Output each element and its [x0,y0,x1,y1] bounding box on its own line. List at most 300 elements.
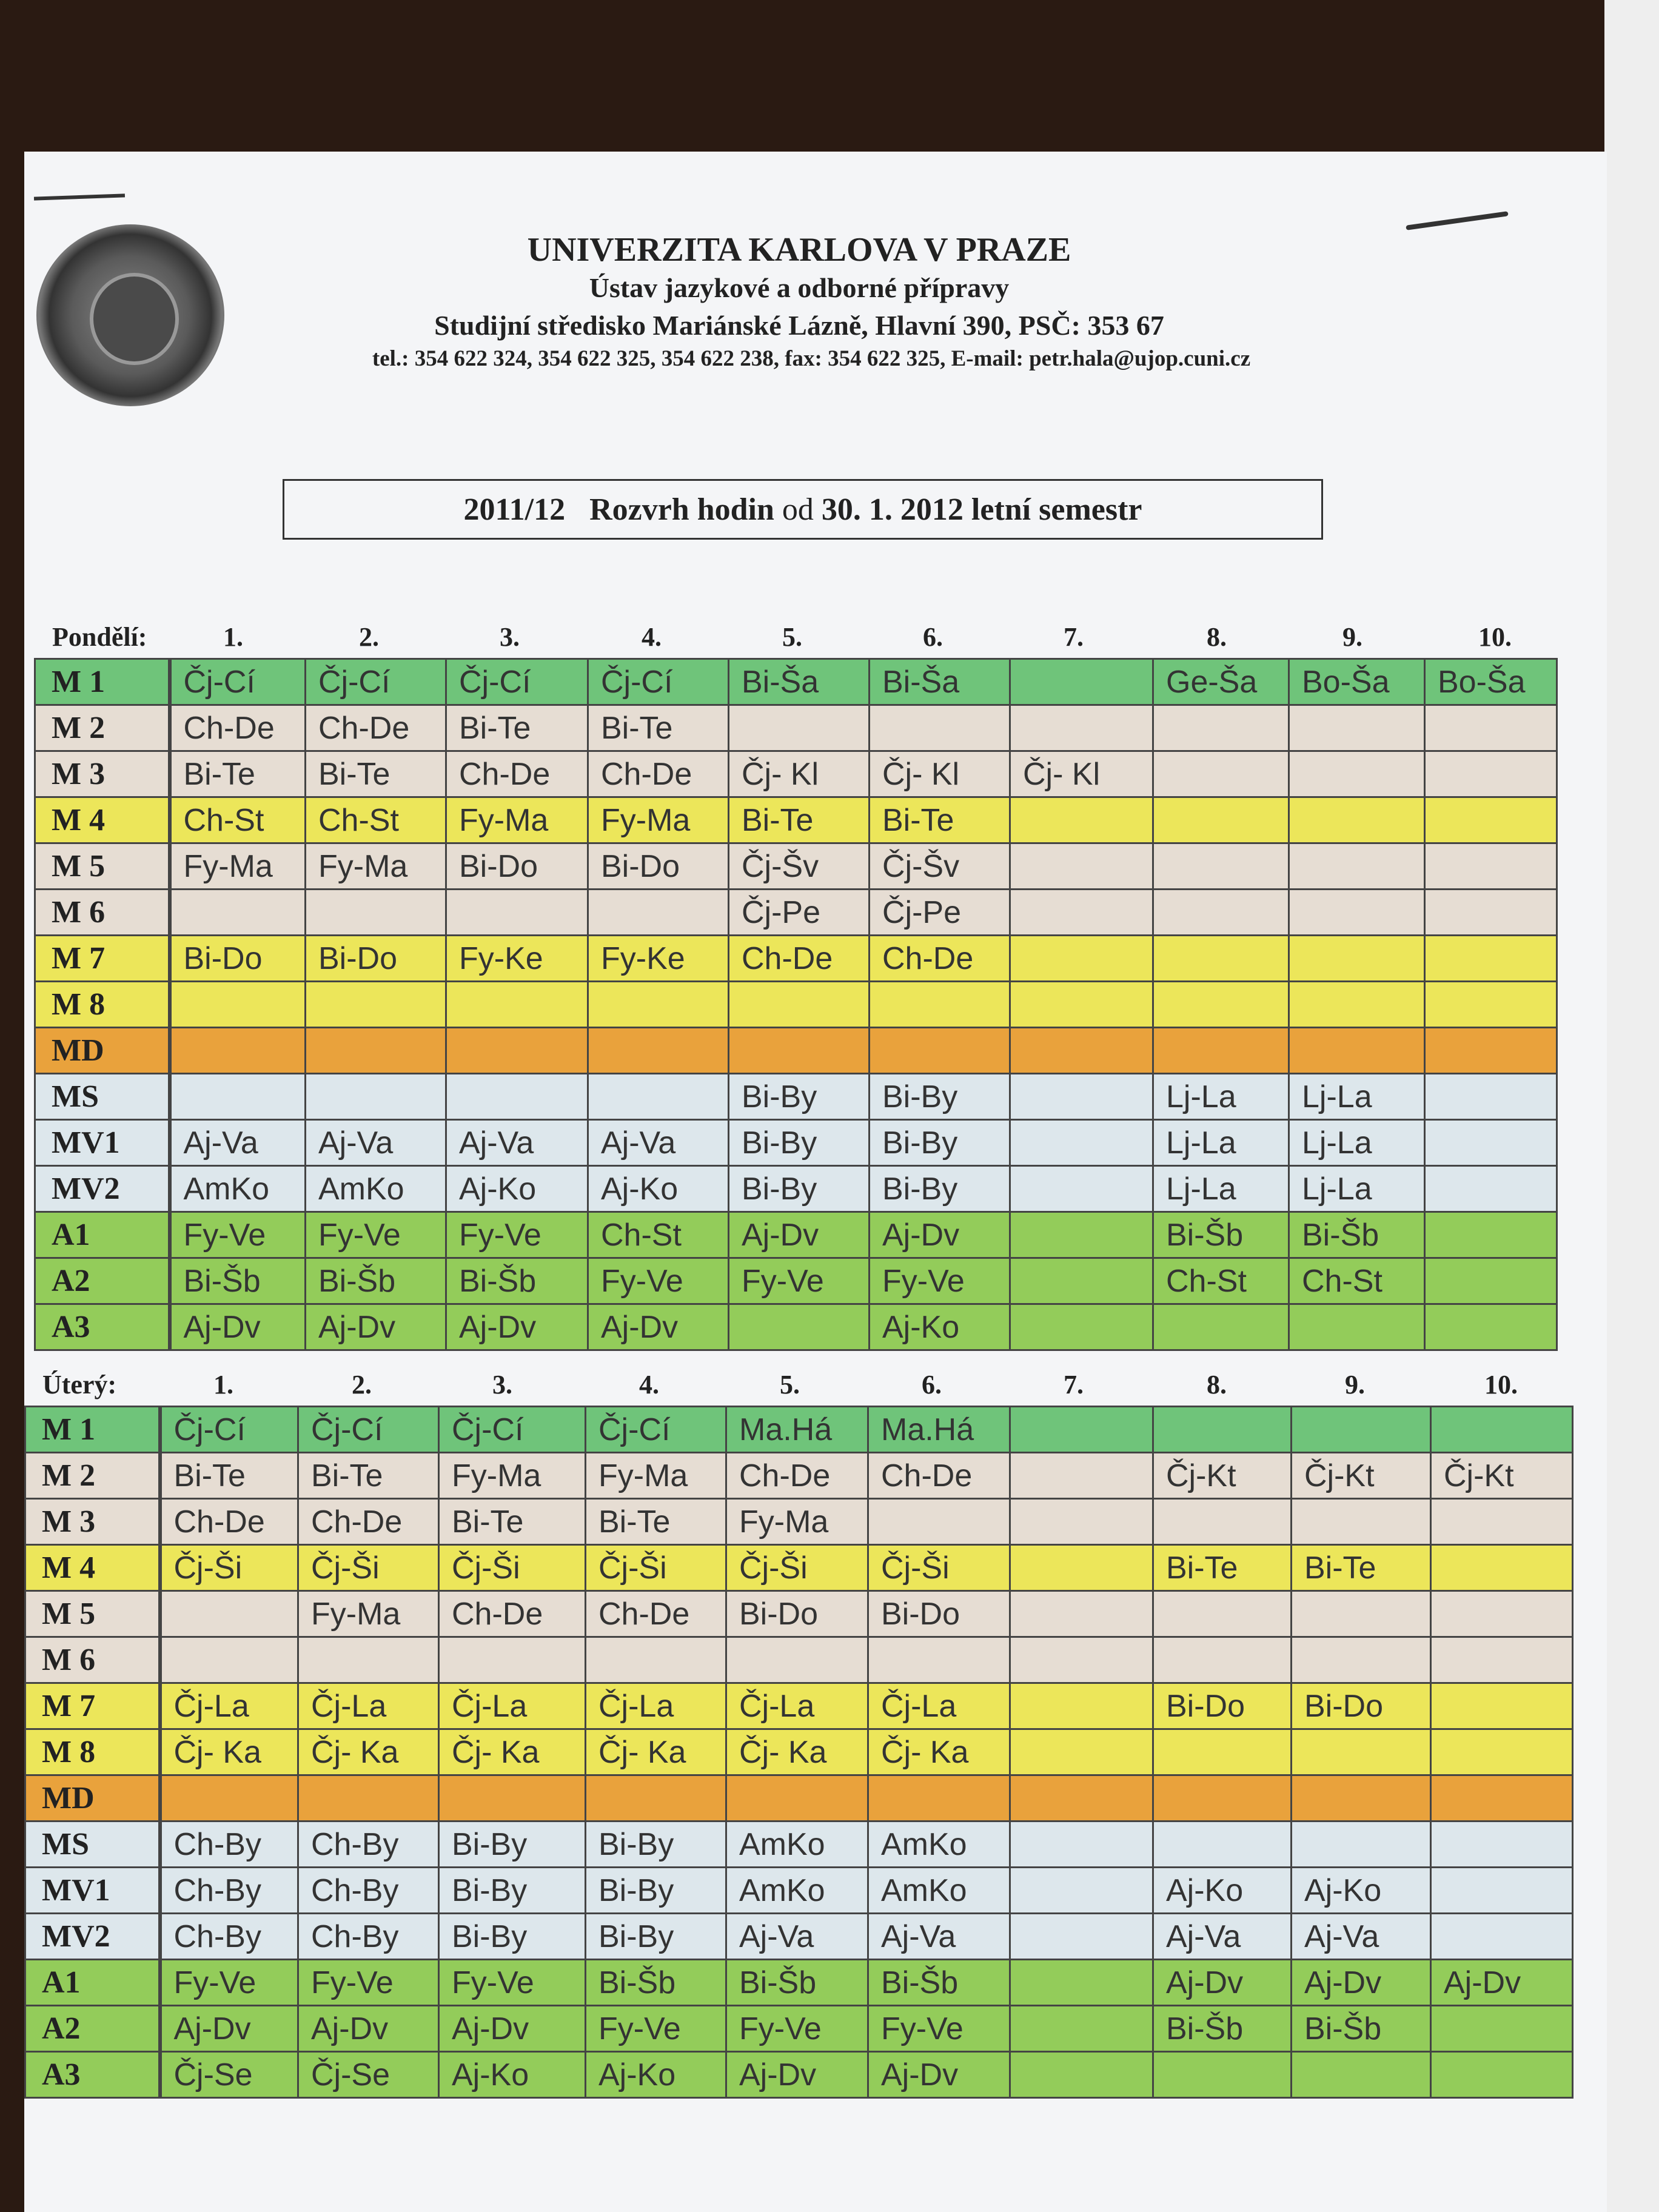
lesson-cell: Bi-By [729,1166,870,1212]
from-word: od [782,492,814,527]
lesson-cell [170,1028,306,1074]
lesson-cell: Ch-By [160,1822,298,1868]
class-row [25,1868,1573,1914]
class-label: M 1 [35,659,170,705]
lesson-cell [1010,1868,1153,1914]
lesson-cell: Ch-St [306,797,446,843]
lesson-cell [1010,1028,1153,1074]
class-label: M 3 [35,751,170,797]
lesson-cell [1292,1637,1431,1683]
class-row [25,1453,1573,1499]
day-name: Úterý: [42,1370,117,1399]
lesson-cell: Aj-Dv [1431,1960,1573,2006]
class-label: M 2 [35,705,170,751]
class-row [25,1637,1573,1683]
lesson-cell [870,705,1010,751]
class-label: M 8 [25,1729,160,1775]
lesson-cell [1289,843,1425,890]
lesson-cell [1289,982,1425,1028]
lesson-cell: Fy-Ma [726,1499,868,1545]
lesson-cell: Fy-Ve [588,1258,729,1304]
lesson-cell [1153,843,1289,890]
lesson-cell: Aj-Va [170,1120,306,1166]
lesson-cell [868,1637,1010,1683]
lesson-cell: Ch-St [588,1212,729,1258]
schedule-label: Rozvrh hodin [589,492,774,527]
lesson-cell: Čj- Ka [868,1729,1010,1775]
lesson-cell [1010,1637,1153,1683]
lesson-cell [1010,1212,1153,1258]
lesson-cell: Aj-Ko [446,1166,588,1212]
class-label: A1 [25,1960,160,2006]
lesson-cell: Ch-By [298,1822,439,1868]
lesson-cell [588,1028,729,1074]
lesson-cell: Bi-Do [170,936,306,982]
lesson-cell [446,890,588,936]
lesson-cell [1292,1499,1431,1545]
lesson-cell: Čj-Cí [586,1407,726,1453]
lesson-cell [1010,843,1153,890]
class-label: MV2 [35,1166,170,1212]
lesson-cell: Aj-Dv [298,2006,439,2052]
lesson-cell: Aj-Dv [1292,1960,1431,2006]
lesson-cell: Aj-Va [726,1914,868,1960]
lesson-cell: Bi-Te [170,751,306,797]
class-row [35,1258,1557,1304]
lesson-cell [1010,1822,1153,1868]
lesson-cell [1153,1304,1289,1350]
lesson-cell: Aj-Va [306,1120,446,1166]
lesson-cell: Bi-By [439,1868,586,1914]
period-number: 7. [1064,1370,1084,1399]
lesson-cell [1010,1407,1153,1453]
lesson-cell [1010,1074,1153,1120]
lesson-cell: Aj-Ko [1292,1868,1431,1914]
lesson-cell [1010,1453,1153,1499]
lesson-cell [439,1637,586,1683]
period-number: 1. [223,622,243,652]
lesson-cell: Aj-Ko [588,1166,729,1212]
lesson-cell [1425,936,1557,982]
lesson-cell [1431,1775,1573,1822]
lesson-cell [1289,1304,1425,1350]
lesson-cell [1425,1304,1557,1350]
class-row [35,1074,1557,1120]
lesson-cell [1153,1591,1292,1637]
lesson-cell [446,982,588,1028]
lesson-cell: Fy-Ve [586,2006,726,2052]
lesson-cell: Bi-Do [868,1591,1010,1637]
lesson-cell: Čj-Kt [1153,1453,1292,1499]
lesson-cell: Fy-Ma [298,1591,439,1637]
lesson-cell: AmKo [726,1822,868,1868]
lesson-cell [1153,936,1289,982]
class-row [25,1683,1573,1729]
lesson-cell: Čj-Pe [870,890,1010,936]
lesson-cell: Bi-Te [160,1453,298,1499]
lesson-cell: Ch-De [870,936,1010,982]
lesson-cell [870,982,1010,1028]
lesson-cell [1431,1868,1573,1914]
lesson-cell: Čj- Ka [439,1729,586,1775]
period-number: 8. [1207,622,1227,652]
lesson-cell: Bi-By [870,1120,1010,1166]
lesson-cell [1010,659,1153,705]
lesson-cell: Čj-Cí [298,1407,439,1453]
class-row [25,1775,1573,1822]
class-label: M 3 [25,1499,160,1545]
lesson-cell [170,982,306,1028]
lesson-cell: Ma.Há [726,1407,868,1453]
lesson-cell: Čj-Cí [170,659,306,705]
lesson-cell [1431,1729,1573,1775]
lesson-cell [446,1074,588,1120]
lesson-cell: Bi-Te [1153,1545,1292,1591]
lesson-cell: Aj-Va [1153,1914,1292,1960]
lesson-cell: Fy-Ke [588,936,729,982]
lesson-cell [726,1775,868,1822]
lesson-cell: Čj- Ka [726,1729,868,1775]
lesson-cell [1010,1304,1153,1350]
lesson-cell: Čj- Ka [298,1729,439,1775]
lesson-cell: Čj- Kl [1010,751,1153,797]
lesson-cell [729,982,870,1028]
institute-name: Ústav jazykové a odborné přípravy [589,272,1010,303]
lesson-cell: Ch-De [588,751,729,797]
lesson-cell [1010,797,1153,843]
lesson-cell [170,1074,306,1120]
lesson-cell [729,705,870,751]
lesson-cell: Čj-La [298,1683,439,1729]
period-number: 4. [642,622,662,652]
lesson-cell [588,890,729,936]
lesson-cell: Aj-Va [868,1914,1010,1960]
lesson-cell: Aj-Dv [160,2006,298,2052]
lesson-cell [306,982,446,1028]
lesson-cell: AmKo [868,1822,1010,1868]
period-number: 10. [1484,1370,1518,1399]
lesson-cell: Čj-La [868,1683,1010,1729]
lesson-cell: Ch-De [439,1591,586,1637]
lesson-cell [586,1775,726,1822]
lesson-cell: Fy-Ve [439,1960,586,2006]
lesson-cell: Aj-Va [1292,1914,1431,1960]
lesson-cell [1153,2052,1292,2098]
school-year: 2011/12 [463,492,566,527]
lesson-cell [1010,1914,1153,1960]
lesson-cell: Ch-St [1289,1258,1425,1304]
lesson-cell: Čj-Kt [1292,1453,1431,1499]
period-number: 2. [352,1370,372,1399]
class-label: M 4 [25,1545,160,1591]
lesson-cell: Ch-De [306,705,446,751]
class-row [25,1822,1573,1868]
lesson-cell [1153,797,1289,843]
lesson-cell: Čj-Cí [588,659,729,705]
lesson-cell: Fy-Ve [726,2006,868,2052]
lesson-cell [726,1637,868,1683]
period-number: 7. [1064,622,1084,652]
class-row [25,1960,1573,2006]
lesson-cell: Fy-Ke [446,936,588,982]
lesson-cell [1153,751,1289,797]
class-label: MD [25,1775,160,1822]
lesson-cell: AmKo [170,1166,306,1212]
lesson-cell [1289,936,1425,982]
period-number: 4. [639,1370,659,1399]
lesson-cell: Bi-Te [586,1499,726,1545]
class-row [35,705,1557,751]
lesson-cell [1153,890,1289,936]
lesson-cell [1431,1637,1573,1683]
lesson-cell [298,1637,439,1683]
class-label: M 7 [25,1683,160,1729]
lesson-cell: Fy-Ve [729,1258,870,1304]
lesson-cell: Čj- Kl [870,751,1010,797]
lesson-cell [1292,1729,1431,1775]
lesson-cell [588,1074,729,1120]
lesson-cell [439,1775,586,1822]
lesson-cell [1431,1591,1573,1637]
lesson-cell [1153,1028,1289,1074]
class-row [35,1120,1557,1166]
class-label: M 6 [35,890,170,936]
lesson-cell: Ch-By [298,1868,439,1914]
lesson-cell: Ch-By [298,1914,439,1960]
lesson-cell: Ch-By [160,1914,298,1960]
class-label: MV1 [25,1868,160,1914]
lesson-cell: Čj-Pe [729,890,870,936]
lesson-cell: Bi-Šb [306,1258,446,1304]
lesson-cell: Ge-Ša [1153,659,1289,705]
lesson-cell: Bi-Šb [868,1960,1010,2006]
lesson-cell [1153,1775,1292,1822]
lesson-cell: Bi-Te [588,705,729,751]
class-label: A3 [25,2052,160,2098]
lesson-cell: Aj-Dv [306,1304,446,1350]
class-label: A2 [35,1258,170,1304]
lesson-cell: Fy-Ve [298,1960,439,2006]
lesson-cell: Aj-Dv [439,2006,586,2052]
lesson-cell: Bi-By [439,1822,586,1868]
lesson-cell: Bi-Te [729,797,870,843]
lesson-cell: Čj-La [439,1683,586,1729]
lesson-cell [1425,1120,1557,1166]
lesson-cell: AmKo [868,1868,1010,1914]
lesson-cell: Bi-Do [306,936,446,982]
lesson-cell [1431,1914,1573,1960]
class-row [25,1407,1573,1453]
lesson-cell [1292,2052,1431,2098]
lesson-cell: Bi-Do [446,843,588,890]
class-row [25,1545,1573,1591]
lesson-cell: Fy-Ma [439,1453,586,1499]
lesson-cell [1289,1028,1425,1074]
lesson-cell: Fy-Ve [306,1212,446,1258]
lesson-cell: Lj-La [1153,1166,1289,1212]
lesson-cell: Čj-Se [160,2052,298,2098]
class-row [25,1914,1573,1960]
period-number: 5. [782,622,802,652]
lesson-cell [1425,843,1557,890]
lesson-cell [1010,1166,1153,1212]
lesson-cell: Aj-Dv [729,1212,870,1258]
class-label: M 7 [35,936,170,982]
lesson-cell: Čj-Cí [160,1407,298,1453]
lesson-cell [729,1304,870,1350]
lesson-cell: Bi-Šb [1292,2006,1431,2052]
period-number: 2. [359,622,379,652]
class-row [35,1304,1557,1350]
class-label: M 4 [35,797,170,843]
lesson-cell: Ch-By [160,1868,298,1914]
lesson-cell: Ch-St [1153,1258,1289,1304]
lesson-cell: AmKo [726,1868,868,1914]
lesson-cell [1010,936,1153,982]
lesson-cell [1431,2006,1573,2052]
class-label: M 1 [25,1407,160,1453]
lesson-cell: Čj-Ši [298,1545,439,1591]
lesson-cell [1425,1212,1557,1258]
class-label: MD [35,1028,170,1074]
period-number: 9. [1342,622,1362,652]
lesson-cell: Čj-Se [298,2052,439,2098]
schedule-date: 30. 1. 2012 letní semestr [821,492,1142,527]
lesson-cell: Bi-Ša [729,659,870,705]
lesson-cell [1010,1729,1153,1775]
lesson-cell: Bi-By [439,1914,586,1960]
lesson-cell: Aj-Ko [870,1304,1010,1350]
lesson-cell [1153,982,1289,1028]
lesson-cell: Čj-Kt [1431,1453,1573,1499]
lesson-cell: Čj- Ka [160,1729,298,1775]
class-row [35,936,1557,982]
lesson-cell [1010,1775,1153,1822]
lesson-cell: Aj-Dv [726,2052,868,2098]
lesson-cell: Čj-La [586,1683,726,1729]
lesson-cell [1153,705,1289,751]
lesson-cell: Bo-Ša [1289,659,1425,705]
lesson-cell [160,1637,298,1683]
lesson-cell: Bi-Ša [870,659,1010,705]
class-label: A2 [25,2006,160,2052]
lesson-cell [588,982,729,1028]
period-number: 6. [923,622,943,652]
period-number: 3. [500,622,520,652]
lesson-cell [160,1775,298,1822]
lesson-cell: Bi-Šb [170,1258,306,1304]
lesson-cell: Bi-Šb [1153,2006,1292,2052]
class-row [35,1212,1557,1258]
lesson-cell: Bi-Šb [446,1258,588,1304]
lesson-cell: Fy-Ve [870,1258,1010,1304]
class-row [35,1166,1557,1212]
lesson-cell: Fy-Ve [170,1212,306,1258]
class-row [35,890,1557,936]
lesson-cell: Bi-By [586,1868,726,1914]
lesson-cell [1425,890,1557,936]
lesson-cell: Ch-De [726,1453,868,1499]
lesson-cell: Ch-De [729,936,870,982]
class-row [25,1729,1573,1775]
lesson-cell: Čj-La [726,1683,868,1729]
timetable-monday [34,658,1558,1351]
lesson-cell: Aj-Ko [439,2052,586,2098]
lesson-cell: Bi-Šb [1289,1212,1425,1258]
lesson-cell: Fy-Ve [160,1960,298,2006]
lesson-cell: Čj-Ši [726,1545,868,1591]
class-row [35,659,1557,705]
lesson-cell [1010,1591,1153,1637]
lesson-cell: Čj-Šv [729,843,870,890]
lesson-cell: Fy-Ma [306,843,446,890]
lesson-cell: Čj-Šv [870,843,1010,890]
lesson-cell: Čj-Cí [306,659,446,705]
class-label: A1 [35,1212,170,1258]
class-row [35,843,1557,890]
lesson-cell: Bi-Do [726,1591,868,1637]
class-label: MS [35,1074,170,1120]
lesson-cell [1010,1960,1153,2006]
lesson-cell [1425,751,1557,797]
lesson-cell [298,1775,439,1822]
lesson-cell: Čj-Cí [446,659,588,705]
lesson-cell [446,1028,588,1074]
lesson-cell: Aj-Dv [170,1304,306,1350]
lesson-cell: Fy-Ma [170,843,306,890]
lesson-cell [1431,1545,1573,1591]
lesson-cell: Ch-De [298,1499,439,1545]
contact-line: tel.: 354 622 324, 354 622 325, 354 622 238, fax: 354 622 325, E-mail: petr.hala@ujop.cuni.cz [372,346,1251,371]
class-label: A3 [35,1304,170,1350]
lesson-cell [1431,1499,1573,1545]
lesson-cell: Ch-De [170,705,306,751]
class-label: M 2 [25,1453,160,1499]
lesson-cell: Bi-Te [870,797,1010,843]
lesson-cell [1010,2052,1153,2098]
lesson-cell [1425,1028,1557,1074]
lesson-cell: Aj-Va [588,1120,729,1166]
lesson-cell: AmKo [306,1166,446,1212]
period-number: 3. [492,1370,512,1399]
class-row [35,982,1557,1028]
lesson-cell [1425,797,1557,843]
lesson-cell: Aj-Va [446,1120,588,1166]
lesson-cell [1010,2006,1153,2052]
lesson-cell [1292,1775,1431,1822]
lesson-cell [1289,705,1425,751]
lesson-cell: Ch-De [586,1591,726,1637]
class-label: MV1 [35,1120,170,1166]
day-name: Pondělí: [52,622,147,652]
lesson-cell: Bi-Do [588,843,729,890]
class-row [25,1499,1573,1545]
lesson-cell: Bi-By [586,1822,726,1868]
lesson-cell: Bi-Te [1292,1545,1431,1591]
lesson-cell: Ch-De [160,1499,298,1545]
lesson-cell [1010,1545,1153,1591]
period-number: 8. [1207,1370,1227,1399]
lesson-cell [1010,982,1153,1028]
lesson-cell [1010,1499,1153,1545]
day-header-row [52,622,1579,652]
lesson-cell: Aj-Dv [588,1304,729,1350]
lesson-cell: Ch-De [446,751,588,797]
schedule-title-box [283,479,1323,540]
period-number: 5. [780,1370,800,1399]
lesson-cell [1289,751,1425,797]
lesson-cell: Bi-By [729,1120,870,1166]
